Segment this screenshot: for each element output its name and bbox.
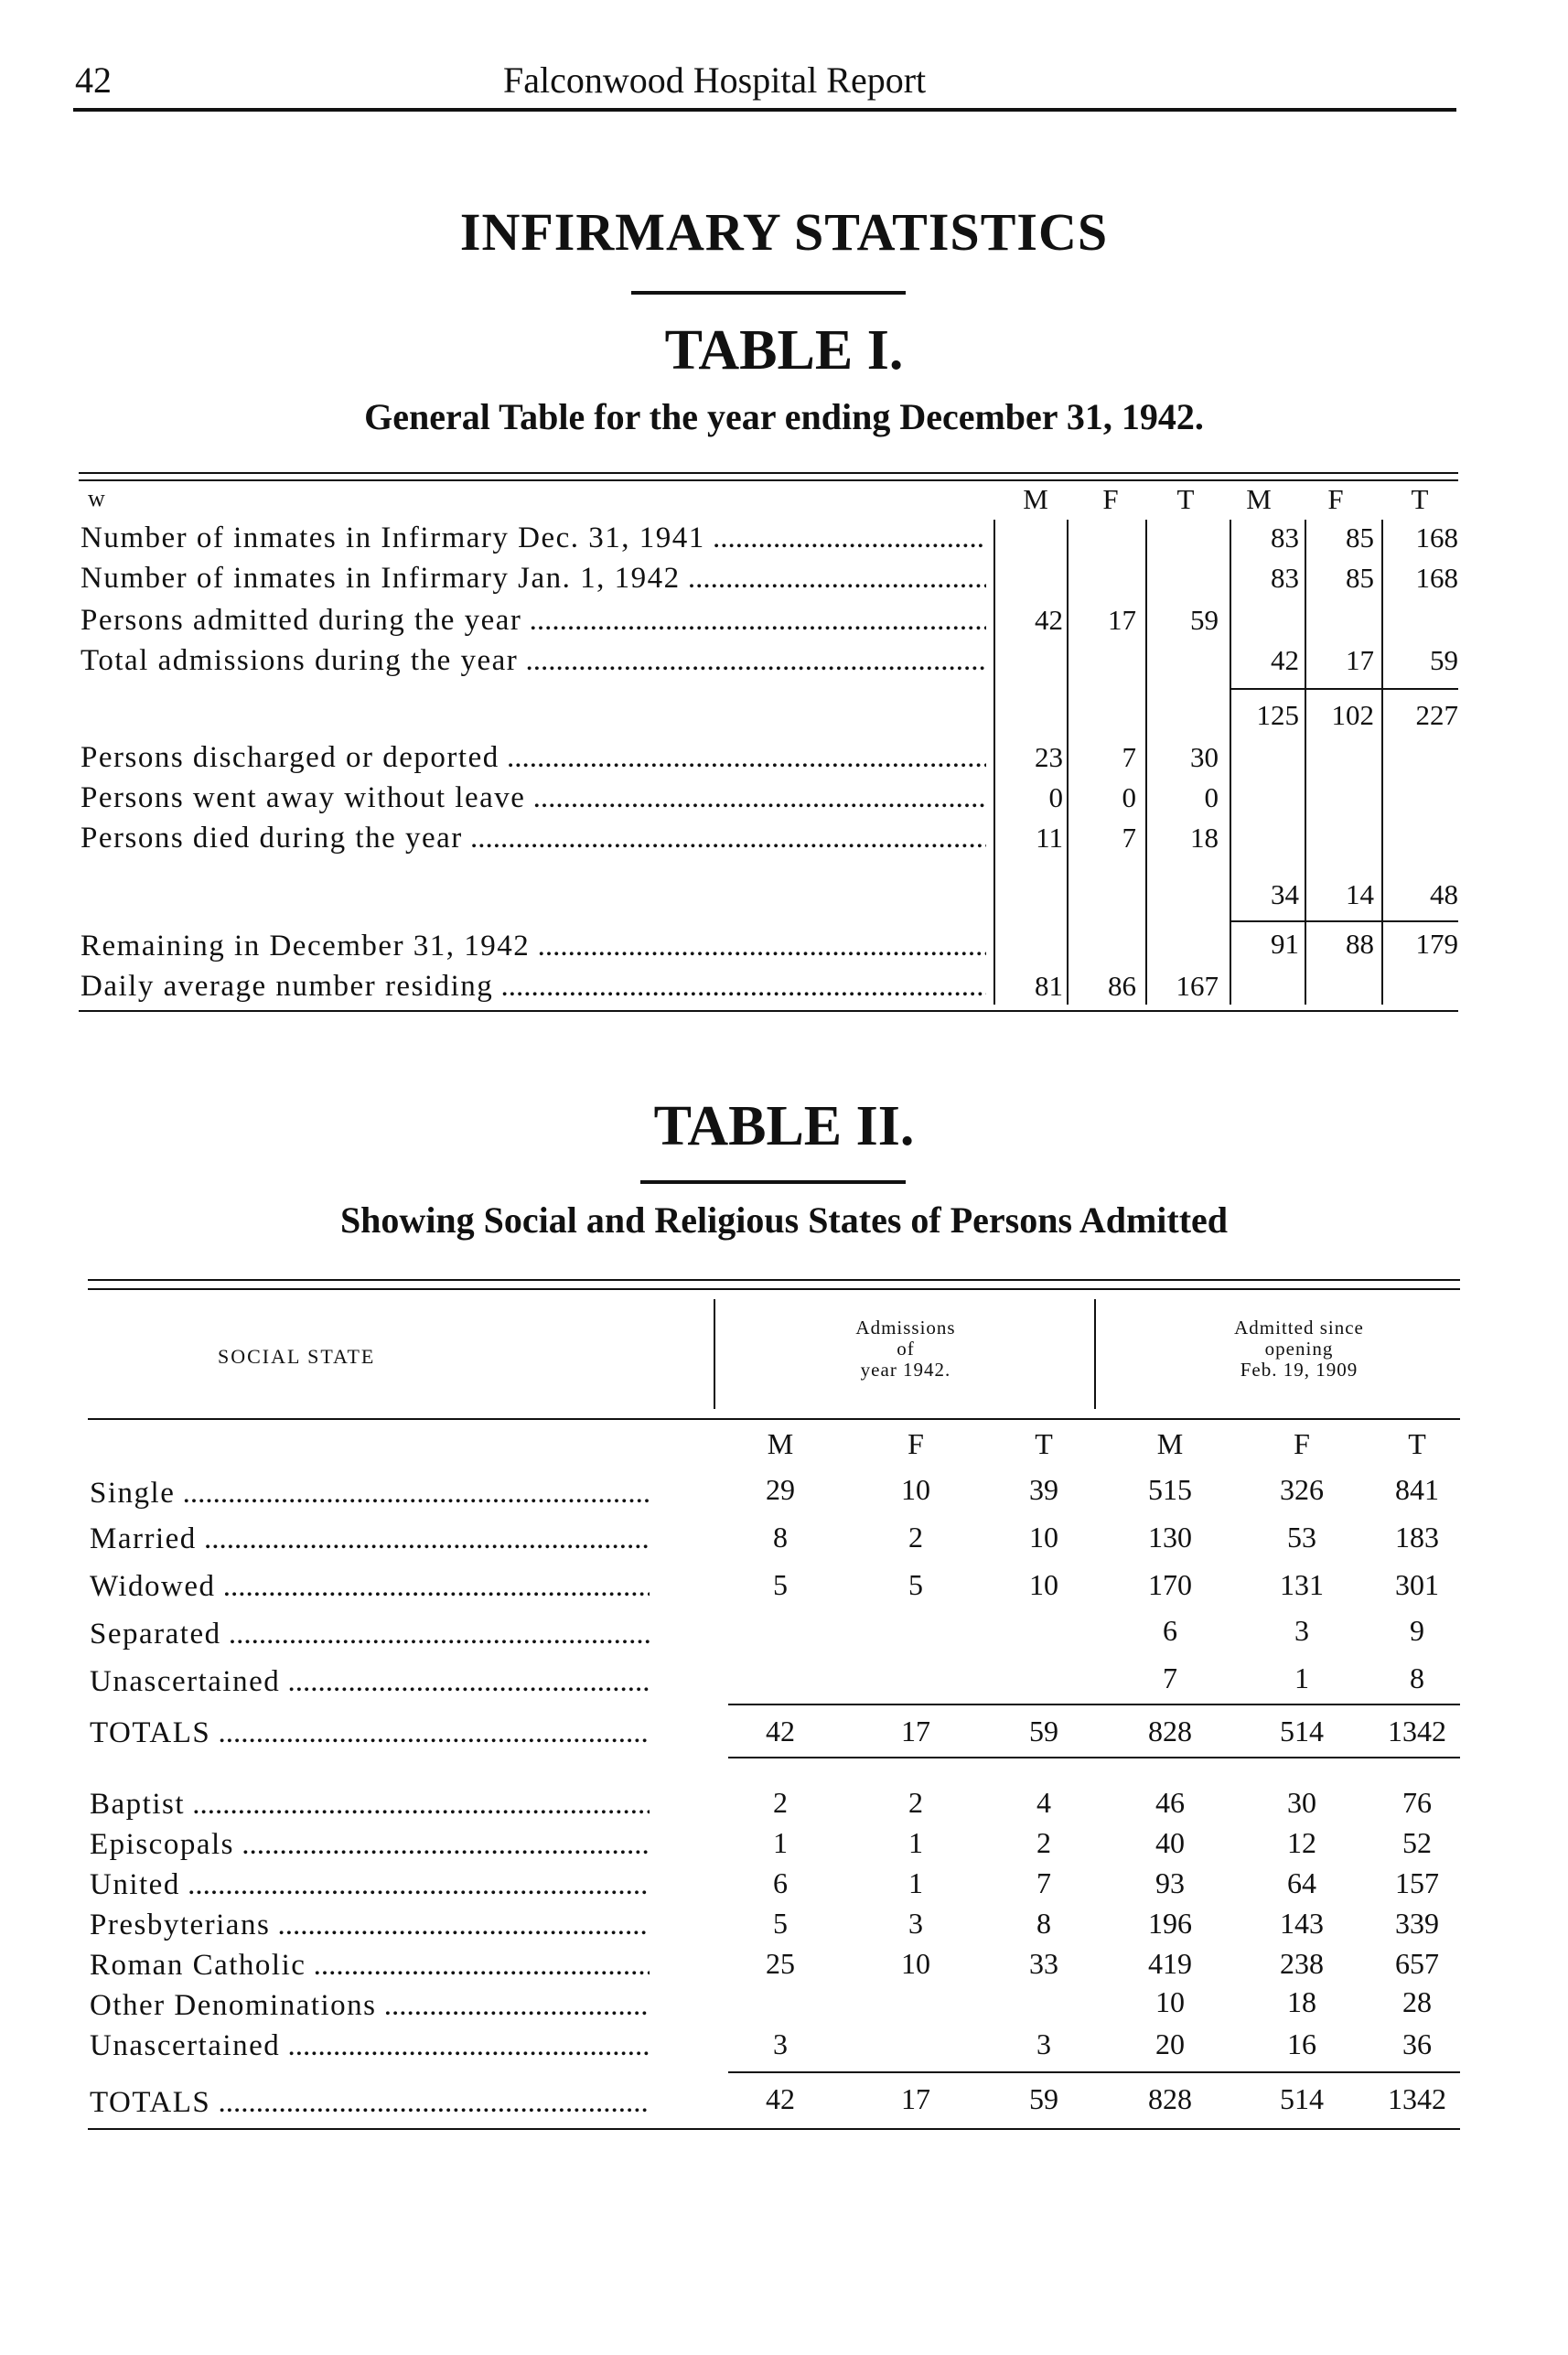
social-totals-rule: [728, 1704, 1460, 1705]
table2-cell: 40: [1155, 1826, 1185, 1859]
table1-sum-rule: [1230, 688, 1458, 690]
table1-cell: 0: [1122, 781, 1136, 813]
table1-row-label: Persons admitted during the year .....: [81, 604, 986, 638]
table2-cell: 170: [1148, 1568, 1192, 1601]
table2-cell: 7: [1036, 1866, 1051, 1899]
religion-total: 17: [901, 2082, 930, 2115]
social-total: 59: [1029, 1715, 1058, 1747]
table2-cell: 2: [1036, 1826, 1051, 1859]
table1-cell: 48: [1430, 878, 1458, 910]
table2-cell: 841: [1395, 1473, 1439, 1506]
table2-cell: 76: [1402, 1786, 1432, 1819]
table1-cell: 17: [1346, 644, 1374, 676]
table1-title: TABLE I.: [664, 319, 904, 382]
religion-row-label: Presbyterians .....: [90, 1909, 650, 1942]
table2-cell: 8: [1036, 1907, 1051, 1940]
table2-cell: 10: [901, 1947, 930, 1980]
table2-cell: 64: [1287, 1866, 1316, 1899]
table2-cell: 515: [1148, 1473, 1192, 1506]
admissions-header-line: of: [897, 1338, 915, 1360]
table2-header-divider: [714, 1299, 715, 1409]
social-total: 514: [1280, 1715, 1324, 1747]
table2-cell: 3: [1294, 1614, 1309, 1647]
table2-cell: 4: [1036, 1786, 1051, 1819]
table1-row-label: Number of inmates in Infirmary Jan. 1, 1942 .....: [81, 562, 986, 596]
social-row-label: Unascertained .....: [90, 1665, 650, 1699]
social-totals-bottom-rule: [728, 1757, 1460, 1758]
table2-cell: 5: [773, 1907, 788, 1940]
table2-cell: 8: [1410, 1661, 1424, 1694]
title-rule: [631, 291, 906, 295]
table2-cell: 20: [1155, 2027, 1185, 2060]
table1-row-label: Total admissions during the year .....: [81, 644, 986, 678]
table1-cell: 14: [1346, 878, 1374, 910]
table2-cell: 18: [1287, 1985, 1316, 2018]
table1-cell: 167: [1176, 970, 1219, 1002]
social-state-header: SOCIAL STATE: [218, 1345, 376, 1368]
table1-row-label: Number of inmates in Infirmary Dec. 31, 1941 .....: [81, 522, 986, 555]
table2-cell: 10: [1029, 1568, 1058, 1601]
table2-cell: 28: [1402, 1985, 1432, 2018]
table2-header-divider: [1094, 1299, 1096, 1409]
table1-sum-rule: [1230, 920, 1458, 922]
table2-cell: 33: [1029, 1947, 1058, 1980]
religion-total: 59: [1029, 2082, 1058, 2115]
social-totals-label: TOTALS .....: [90, 1716, 650, 1750]
table1-cell: 88: [1346, 928, 1374, 960]
table2-col-t1: T: [1035, 1427, 1053, 1460]
table2-top-rule-2: [88, 1288, 1460, 1290]
table1-cell: 30: [1190, 741, 1219, 773]
table2-cell: 52: [1402, 1826, 1432, 1859]
table1-row-label: Persons died during the year .....: [81, 822, 986, 855]
table2-cell: 131: [1280, 1568, 1324, 1601]
since-header-line: opening: [1264, 1338, 1334, 1360]
table1-cell: 0: [1048, 781, 1063, 813]
table2-cell: 143: [1280, 1907, 1324, 1940]
table2-title: TABLE II.: [653, 1095, 915, 1157]
table1-divider: [1145, 520, 1147, 1005]
table1-subtitle: General Table for the year ending December 31, 1942.: [364, 396, 1204, 437]
table1-row-label: Persons went away without leave .....: [81, 781, 986, 815]
table2-cell: 8: [773, 1521, 788, 1554]
table2-col-m1: M: [767, 1427, 794, 1460]
table2-cell: 5: [908, 1568, 923, 1601]
religion-row-label: Unascertained .....: [90, 2029, 650, 2063]
table1-row-label: Persons discharged or deported .....: [81, 741, 986, 775]
table2-col-f1: F: [908, 1427, 924, 1460]
table1-cell: 83: [1271, 562, 1299, 594]
table2-cell: 46: [1155, 1786, 1185, 1819]
table1-row-label: Remaining in December 31, 1942 .....: [81, 930, 986, 963]
page-title: INFIRMARY STATISTICS: [459, 202, 1109, 262]
table1-cell: 227: [1415, 699, 1458, 731]
table1-divider: [1305, 520, 1306, 1005]
table1-corner-mark: w: [88, 485, 105, 511]
table2-cell: 326: [1280, 1473, 1324, 1506]
table2-bottom-rule: [88, 2128, 1460, 2130]
since-header-line: Admitted since: [1234, 1317, 1364, 1339]
table2-cell: 339: [1395, 1907, 1439, 1940]
religion-totals-label: TOTALS .....: [90, 2086, 650, 2120]
table2-cell: 1: [1294, 1661, 1309, 1694]
table2-cell: 1: [908, 1866, 923, 1899]
table1-cell: 17: [1108, 604, 1136, 636]
religion-row-label: Roman Catholic .....: [90, 1949, 650, 1983]
social-total: 1342: [1388, 1715, 1446, 1747]
social-total: 828: [1148, 1715, 1192, 1747]
table1-cell: 83: [1271, 522, 1299, 554]
table2-cell: 16: [1287, 2027, 1316, 2060]
table1-col-m1: M: [1023, 483, 1048, 515]
table1-top-rule: [79, 472, 1458, 474]
table2-header-rule: [88, 1418, 1460, 1420]
table1-top-rule-2: [79, 479, 1458, 481]
table2-cell: 301: [1395, 1568, 1439, 1601]
table1-cell: 18: [1190, 822, 1219, 854]
table1-col-f2: F: [1327, 483, 1344, 515]
table2-cell: 6: [773, 1866, 788, 1899]
table1-divider: [1381, 520, 1383, 1005]
table1-divider: [1230, 520, 1231, 1005]
table2-cell: 3: [908, 1907, 923, 1940]
table2-cell: 419: [1148, 1947, 1192, 1980]
table2-cell: 93: [1155, 1866, 1185, 1899]
table2-cell: 3: [773, 2027, 788, 2060]
table2-cell: 12: [1287, 1826, 1316, 1859]
table1-divider: [1067, 520, 1069, 1005]
table2-col-f2: F: [1294, 1427, 1310, 1460]
table2-cell: 29: [766, 1473, 795, 1506]
table1-cell: 59: [1190, 604, 1219, 636]
table2-cell: 53: [1287, 1521, 1316, 1554]
table1-cell: 59: [1430, 644, 1458, 676]
running-title: Falconwood Hospital Report: [503, 59, 927, 101]
table2-cell: 9: [1410, 1614, 1424, 1647]
religion-total: 1342: [1388, 2082, 1446, 2115]
religion-totals-rule: [728, 2071, 1460, 2073]
social-row-label: Single .....: [90, 1477, 650, 1511]
table1-cell: 7: [1122, 741, 1136, 773]
table1-cell: 7: [1122, 822, 1136, 854]
religion-total: 514: [1280, 2082, 1324, 2115]
table2-col-t2: T: [1408, 1427, 1426, 1460]
table2-cell: 157: [1395, 1866, 1439, 1899]
table1-col-t2: T: [1411, 483, 1429, 515]
table1-cell: 168: [1415, 562, 1458, 594]
social-total: 42: [766, 1715, 795, 1747]
table2-cell: 196: [1148, 1907, 1192, 1940]
table1-col-t1: T: [1176, 483, 1195, 515]
table1-divider: [993, 520, 995, 1005]
table2-cell: 657: [1395, 1947, 1439, 1980]
since-header-line: Feb. 19, 1909: [1240, 1359, 1359, 1381]
table1-cell: 85: [1346, 562, 1374, 594]
table1-cell: 11: [1036, 822, 1063, 854]
table2-col-m2: M: [1156, 1427, 1184, 1460]
table2-cell: 130: [1148, 1521, 1192, 1554]
table1-cell: 34: [1271, 878, 1299, 910]
page-number: 42: [75, 59, 112, 101]
religion-row-label: United .....: [90, 1868, 650, 1902]
religion-row-label: Other Denominations .....: [90, 1989, 650, 2023]
table1-cell: 102: [1331, 699, 1374, 731]
table2-top-rule: [88, 1279, 1460, 1281]
table1-bottom-rule: [79, 1010, 1458, 1012]
table2-cell: 2: [908, 1521, 923, 1554]
social-row-label: Widowed .....: [90, 1570, 650, 1604]
admissions-header-line: Admissions: [855, 1317, 956, 1339]
table2-cell: 1: [908, 1826, 923, 1859]
table2-cell: 2: [908, 1786, 923, 1819]
table1-cell: 179: [1415, 928, 1458, 960]
religion-row-label: Episcopals .....: [90, 1828, 650, 1862]
table1-cell: 85: [1346, 522, 1374, 554]
table2-cell: 7: [1163, 1661, 1177, 1694]
religion-total: 42: [766, 2082, 795, 2115]
table2-cell: 3: [1036, 2027, 1051, 2060]
table1-cell: 91: [1271, 928, 1299, 960]
religion-total: 828: [1148, 2082, 1192, 2115]
table2-cell: 25: [766, 1947, 795, 1980]
table2-cell: 6: [1163, 1614, 1177, 1647]
table2-subtitle: Showing Social and Religious States of Persons Admitted: [339, 1199, 1229, 1241]
admissions-header-line: year 1942.: [860, 1359, 951, 1381]
table1-cell: 168: [1415, 522, 1458, 554]
table1-cell: 23: [1035, 741, 1063, 773]
table1-cell: 125: [1256, 699, 1299, 731]
social-row-label: Married .....: [90, 1522, 650, 1556]
admitted-since-header: [1171, 1317, 1427, 1381]
table2-cell: 39: [1029, 1473, 1058, 1506]
table2-cell: 1: [773, 1826, 788, 1859]
table1-cell: 42: [1035, 604, 1063, 636]
table1-cell: 86: [1108, 970, 1136, 1002]
header-rule: [73, 108, 1456, 112]
table1-col-m2: M: [1246, 483, 1272, 515]
table2-cell: 238: [1280, 1947, 1324, 1980]
table1-row-label: Daily average number residing .....: [81, 970, 986, 1004]
table1-col-f1: F: [1102, 483, 1119, 515]
social-row-label: Separated .....: [90, 1618, 650, 1651]
religion-row-label: Baptist .....: [90, 1788, 650, 1822]
table2-cell: 183: [1395, 1521, 1439, 1554]
table2-cell: 30: [1287, 1786, 1316, 1819]
table2-cell: 10: [1155, 1985, 1185, 2018]
table1-cell: 0: [1204, 781, 1219, 813]
table2-cell: 10: [1029, 1521, 1058, 1554]
admissions-header: [787, 1317, 1025, 1381]
table2-cell: 5: [773, 1568, 788, 1601]
social-total: 17: [901, 1715, 930, 1747]
table1-cell: 42: [1271, 644, 1299, 676]
table2-cell: 10: [901, 1473, 930, 1506]
table2-title-rule: [640, 1180, 906, 1184]
table1-cell: 81: [1035, 970, 1063, 1002]
table2-cell: 2: [773, 1786, 788, 1819]
table2-cell: 36: [1402, 2027, 1432, 2060]
